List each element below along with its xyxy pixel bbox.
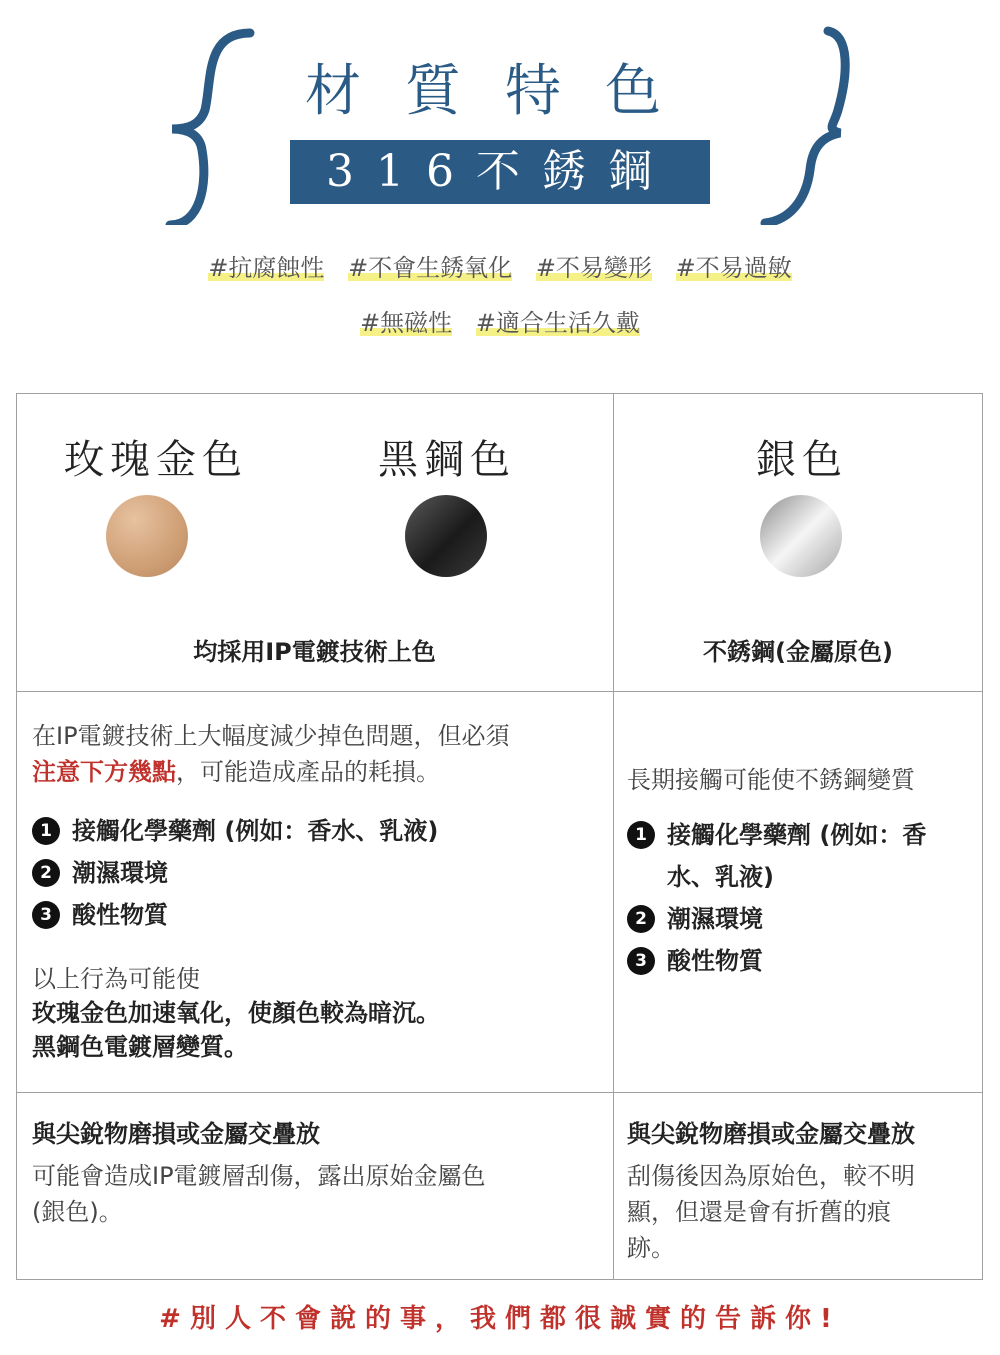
result-lead: 以上行為可能使 — [32, 965, 200, 993]
left-brace-decoration — [150, 25, 270, 225]
list-item: 3 酸性物質 — [32, 894, 602, 936]
material-subtitle-band: 316不銹鋼 — [290, 140, 710, 204]
number-badge: 3 — [32, 901, 60, 929]
scratch-silver-title: 與尖銳物磨損或金屬交疊放 — [627, 1120, 915, 1148]
scratch-plated-text-1: 可能會造成IP電鍍層刮傷，露出原始金屬色 — [32, 1162, 486, 1190]
number-badge: 2 — [627, 905, 655, 933]
footer-slogan: #別人不會說的事，我們都很誠實的告訴你! — [159, 1304, 841, 1334]
list-item: 2 潮濕環境 — [627, 898, 972, 940]
tag-magnetic: #無磁性 — [360, 303, 452, 338]
silver-swatch — [760, 495, 842, 577]
page-title: 材質特色 — [305, 59, 705, 124]
list-item: 3 酸性物質 — [627, 940, 972, 982]
plated-intro-line-2: 注意下方幾點，可能造成產品的耗損。 — [32, 758, 440, 786]
number-badge: 3 — [627, 947, 655, 975]
tag-daily-wear: #適合生活久戴 — [476, 303, 640, 338]
tag-rust: #不會生銹氧化 — [348, 248, 512, 283]
tag-deform: #不易變形 — [536, 248, 652, 283]
table-divider-row-2 — [16, 1092, 983, 1093]
silver-label: 銀色 — [756, 437, 848, 483]
scratch-silver — [627, 1116, 972, 1266]
silver-intro: 長期接觸可能使不銹鋼變質 — [627, 766, 915, 794]
plated-notes — [32, 718, 602, 1064]
tag-corrosion: #抗腐蝕性 — [208, 248, 324, 283]
feature-tags-row-1 — [0, 248, 1000, 283]
number-badge: 2 — [32, 859, 60, 887]
silver-notes — [627, 762, 972, 982]
list-item-continuation: 水、乳液) — [667, 863, 774, 891]
scratch-silver-text-3: 跡。 — [627, 1234, 675, 1262]
plated-caption: 均採用IP電鍍技術上色 — [193, 638, 436, 666]
table-divider-vertical — [613, 393, 614, 1280]
feature-tags-row-2 — [0, 303, 1000, 338]
black-steel-label: 黑鋼色 — [378, 437, 516, 483]
right-brace-decoration — [740, 25, 860, 225]
silver-caption: 不銹鋼(金屬原色) — [703, 638, 893, 666]
warning-highlight: 注意下方幾點 — [32, 758, 176, 786]
scratch-plated-title: 與尖銳物磨損或金屬交疊放 — [32, 1120, 320, 1148]
rose-gold-swatch — [106, 495, 188, 577]
rose-gold-label: 玫瑰金色 — [64, 437, 248, 483]
list-item: 2 潮濕環境 — [32, 852, 602, 894]
table-divider-row-1 — [16, 691, 983, 692]
black-steel-swatch — [405, 495, 487, 577]
scratch-silver-text-1: 刮傷後因為原始色，較不明 — [627, 1162, 915, 1190]
scratch-plated-text-2: (銀色)。 — [32, 1198, 123, 1226]
number-badge: 1 — [32, 817, 60, 845]
number-badge: 1 — [627, 821, 655, 849]
scratch-plated — [32, 1116, 607, 1230]
list-item: 1 接觸化學藥劑 (例如：香 — [627, 814, 972, 856]
result-rose-gold: 玫瑰金色加速氧化，使顏色較為暗沉。 — [32, 999, 440, 1027]
plated-intro-line-1: 在IP電鍍技術上大幅度減少掉色問題，但必須 — [32, 722, 510, 750]
list-item: 1 接觸化學藥劑 (例如：香水、乳液) — [32, 810, 602, 852]
scratch-silver-text-2: 顯，但還是會有折舊的痕 — [627, 1198, 891, 1226]
tag-allergy: #不易過敏 — [676, 248, 792, 283]
result-black-steel: 黑鋼色電鍍層變質。 — [32, 1033, 248, 1061]
